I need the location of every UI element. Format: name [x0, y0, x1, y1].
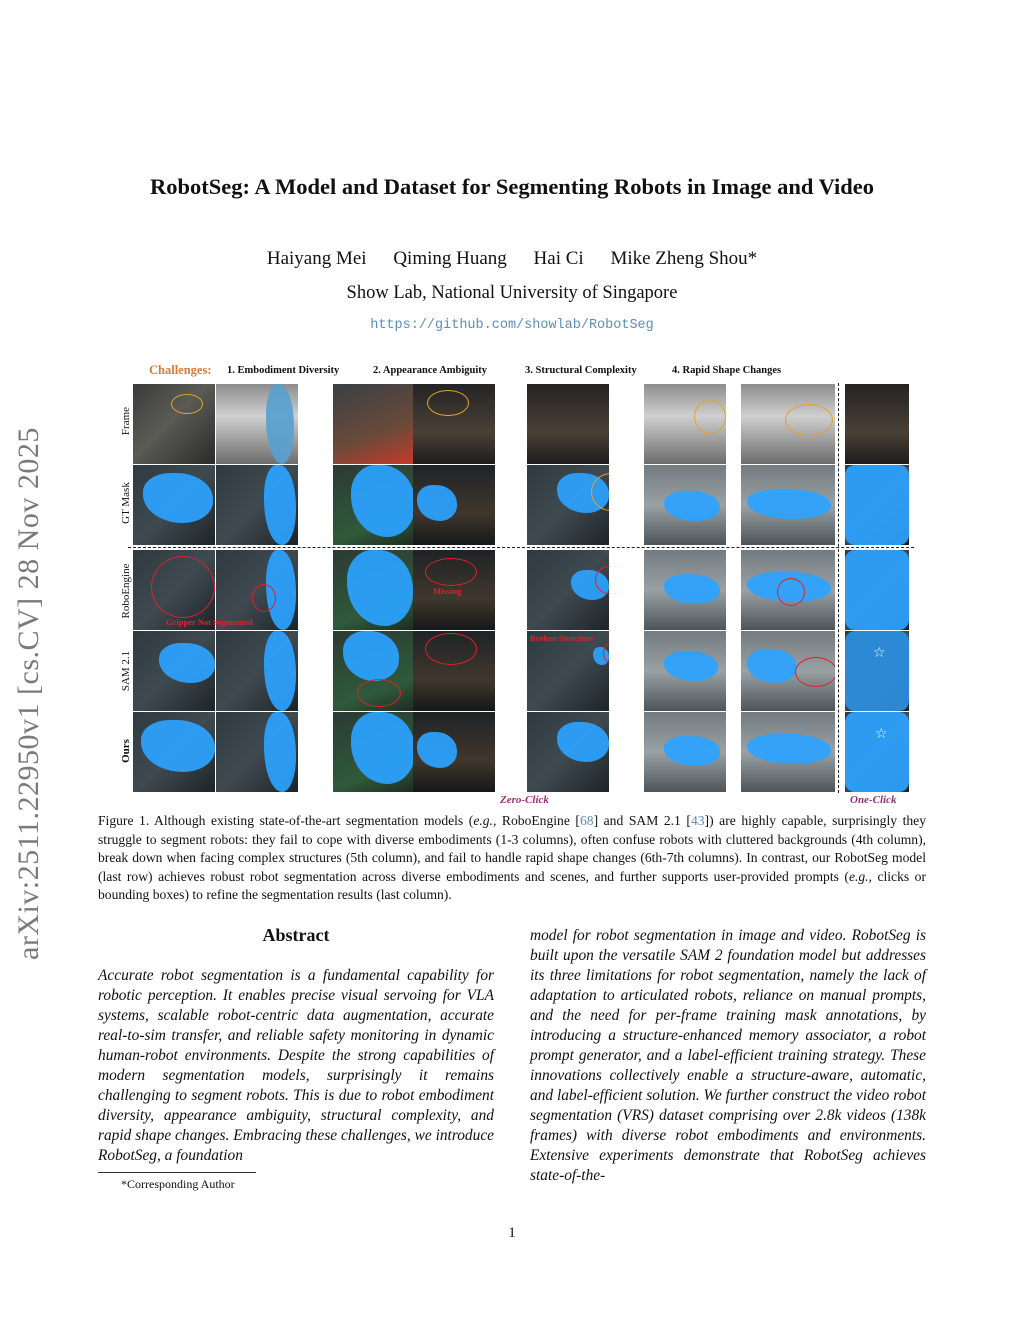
author-list [0, 248, 1024, 270]
figure-sam-image [644, 631, 726, 711]
caption-text: , clicks or bounding boxes) to refine the segmentation results (last column). [98, 868, 926, 902]
figure-frame-image [413, 384, 495, 464]
figure-frame-image [527, 384, 609, 464]
caption-text: ]) are highly capable, surprisingly they struggle to segment robots: they fail to cope with diverse embodiments (1-3 columns), often confuse robots with cluttered backgrounds (4th column), break down when facing complex structures (5th column), and fail to handle rapid shape changes (6th-7th columns). In contrast, our RobotSeg model (last row) achieves robust robot segmentation across diverse embodiments and scenes, and further supports user-provided prompts ( [98, 813, 926, 884]
arxiv-identifier: arXiv:2511.22950v1 [cs.CV] 28 Nov 2025 [12, 427, 45, 960]
star-icon: ☆ [875, 726, 888, 742]
figure-ours-image [413, 712, 495, 792]
figure-sam-image [333, 631, 415, 711]
abstract-right-column: model for robot segmentation in image and video. RobotSeg is built upon the versatile SAM 2 foundation model but addresses its three limitations for robot segmentation, namely the lack of adaptation to articulated robots, reliance on manual prompts, and the need for per-frame training mask annotations, by introducing a structure-enhanced memory associator, a robot prompt generator, and a label-efficient training strategy. These innovations collectively enable a structure-aware, automatic, and label-efficient solution. We further construct the video robot segmentation (VRS) dataset comprising over 2.8k videos (138k frames) with diverse robot embodiments and environments. Extensive experiments demonstrate that RobotSeg achieves state-of-the- [530, 927, 926, 1184]
figure-mask-image [527, 465, 609, 545]
caption-text: , RoboEngine [ [492, 813, 580, 828]
figure-ours-image [133, 712, 215, 792]
challenges-label: Challenges: [149, 363, 212, 377]
abstract-left-column: Accurate robot segmentation is a fundamental capability for robotic perception. It enables precise visual servoing for VLA systems, scalable robot-centric data augmentation, accurate real-to-sim transfer, and reliable safety monitoring in dynamic human-robot environments. Despite the strong capabilities of modern segmentation models, surprisingly it remains challenging to segment robots. This is due to robot embodiment diversity, appearance ambiguity, structural complexity, and rapid shape changes. Embracing these challenges, we introduce RobotSeg, a foundation [98, 967, 494, 1164]
affiliation: Show Lab, National University of Singapore [346, 283, 678, 303]
figure-ours-image [741, 712, 835, 792]
figure-roboengine-image [333, 550, 415, 630]
figure-mask-image [644, 465, 726, 545]
figure-ours-image [845, 712, 909, 792]
challenge-label: 4. Rapid Shape Changes [672, 365, 782, 376]
caption-text: Figure 1. Although existing state-of-the-art segmentation models ( [98, 813, 474, 828]
figure-mask-image [413, 465, 495, 545]
failure-label: Broken Structure [530, 633, 594, 643]
figure-caption [98, 812, 926, 905]
figure-mask-image [845, 465, 909, 545]
figure-roboengine-image [527, 550, 609, 630]
column-divider [838, 383, 839, 793]
figure-frame-image [845, 384, 909, 464]
figure-ours-image [216, 712, 298, 792]
figure-sam-image [741, 631, 835, 711]
challenge-label: 3. Structural Complexity [525, 365, 637, 376]
one-click-label: One-Click [850, 794, 897, 806]
challenge-label: 2. Appearance Ambiguity [373, 365, 488, 376]
figure-sam-image [133, 631, 215, 711]
citation-link[interactable]: 43 [690, 813, 705, 828]
caption-text: e.g. [473, 813, 493, 828]
row-label-roboengine: RoboEngine [120, 563, 132, 619]
author-name: Haiyang Mei [266, 248, 367, 269]
footnote: *Corresponding Author [121, 1177, 235, 1191]
figure-ours-image [333, 712, 415, 792]
caption-text: ] and SAM 2.1 [ [593, 813, 691, 828]
figure-frame-image [644, 384, 726, 464]
author-name: Qiming Huang [393, 248, 507, 269]
abstract-heading: Abstract [262, 925, 330, 945]
row-divider [128, 547, 914, 548]
paper-title: RobotSeg: A Model and Dataset for Segmenting Robots in Image and Video [150, 174, 874, 199]
row-label-ours: Ours [120, 739, 132, 763]
row-label-sam: SAM 2.1 [120, 650, 132, 692]
row-label-frame: Frame [120, 406, 132, 436]
figure-frame-image [133, 384, 215, 464]
figure-sam-image [527, 631, 609, 711]
figure-sam-image [845, 631, 909, 711]
figure-sam-image [216, 631, 298, 711]
author-name: Hai Ci [533, 248, 584, 269]
figure-ours-image [644, 712, 726, 792]
author-name: Mike Zheng Shou* [610, 248, 758, 269]
figure-ours-image [527, 712, 609, 792]
figure-frame-image [216, 384, 298, 464]
star-icon: ☆ [873, 645, 886, 661]
footnote-rule [98, 1172, 256, 1173]
project-link[interactable]: https://github.com/showlab/RobotSeg [370, 318, 654, 333]
figure-mask-image [133, 465, 215, 545]
challenge-label: 1. Embodiment Diversity [227, 365, 340, 376]
figure-mask-image [216, 465, 298, 545]
figure-sam-image [413, 631, 495, 711]
figure-frame-image [741, 384, 835, 464]
figure-roboengine-image [741, 550, 835, 630]
figure-frame-image [333, 384, 415, 464]
row-label-gt-mask: GT Mask [120, 482, 132, 524]
figure-mask-image [333, 465, 415, 545]
figure-roboengine-image [644, 550, 726, 630]
page-number: 1 [508, 1225, 516, 1241]
figure-mask-image [741, 465, 835, 545]
figure-roboengine-image [845, 550, 909, 630]
failure-label: Gripper Not Segmented [166, 617, 253, 627]
citation-link[interactable]: 68 [579, 813, 594, 828]
caption-text: e.g. [848, 868, 869, 884]
zero-click-label: Zero-Click [500, 794, 549, 806]
failure-label: Missing [433, 586, 462, 596]
